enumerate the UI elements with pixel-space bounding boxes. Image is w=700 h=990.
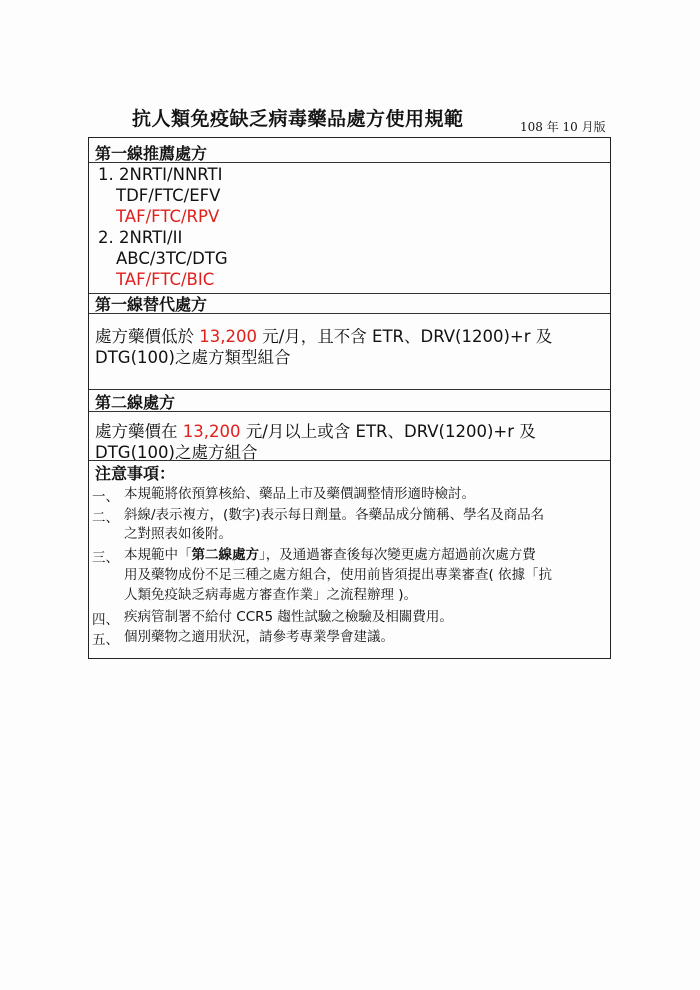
note-3-line2: 用及藥物成份不足三種之處方組合，使用前皆須提出專業審查( 依據「抗 [124,567,553,583]
alternative-criteria-line2: DTG(100)之處方類型組合 [95,348,291,367]
note-number: 四、 [92,612,119,628]
note-number: 一、 [92,489,119,505]
criteria-text: 元/月以上或含 ETR、DRV(1200)+r 及 [240,422,536,441]
regimen-combo: TDF/FTC/EFV [116,186,221,205]
note-number: 五、 [92,632,119,648]
divider [89,162,610,163]
note-emphasis: 第二線處方 [191,547,259,563]
regimen-group-1-label: 1. 2NRTI/NNRTI [98,165,223,184]
section-heading-first-line-recommended: 第一線推薦處方 [95,144,208,163]
note-2-line2: 之對照表如後附。 [124,526,232,542]
criteria-text: 處方藥價低於 [95,327,200,346]
note-3-line1 [124,546,536,565]
regimen-combo-highlight: TAF/FTC/RPV [116,207,220,226]
regimen-combo-highlight: TAF/FTC/BIC [116,270,215,289]
section-heading-second-line: 第二線處方 [95,393,176,412]
divider [89,313,610,314]
price-threshold: 13,200 [182,422,241,441]
note-text: 」，及通過審查後每次變更處方超過前次處方費 [259,547,536,563]
second-line-criteria-line2: DTG(100)之處方組合 [95,443,258,462]
note-number: 二、 [92,510,119,526]
version-label: 108 年 10 月版 [520,120,606,134]
criteria-text: 元/月，且不含 ETR、DRV(1200)+r 及 [256,327,553,346]
note-text: 本規範中「 [124,547,192,563]
note-5: 個別藥物之適用狀況，請參考專業學會建議。 [124,629,394,645]
note-2-line1: 斜線/表示複方，(數字)表示每日劑量。各藥品成分簡稱、學名及商品名 [124,507,545,523]
regimen-combo: ABC/3TC/DTG [116,249,228,268]
note-3-line3: 人類免疫缺乏病毒處方審查作業」之流程辦理 )。 [124,587,418,603]
regimen-group-2-label: 2. 2NRTI/II [98,228,183,247]
document-title: 抗人類免疫缺乏病毒藥品處方使用規範 [132,108,464,130]
note-number: 三、 [92,550,119,566]
note-4: 疾病管制署不給付 CCR5 趨性試驗之檢驗及相關費用。 [124,609,453,625]
price-threshold: 13,200 [199,327,257,346]
criteria-text: 處方藥價在 [95,422,183,441]
section-heading-first-line-alternative: 第一線替代處方 [95,295,208,314]
regimen-table [88,137,611,659]
notes-heading: 注意事項： [95,464,176,483]
divider [89,411,610,412]
note-1: 本規範將依預算核給、藥品上市及藥價調整情形適時檢討。 [124,486,475,502]
